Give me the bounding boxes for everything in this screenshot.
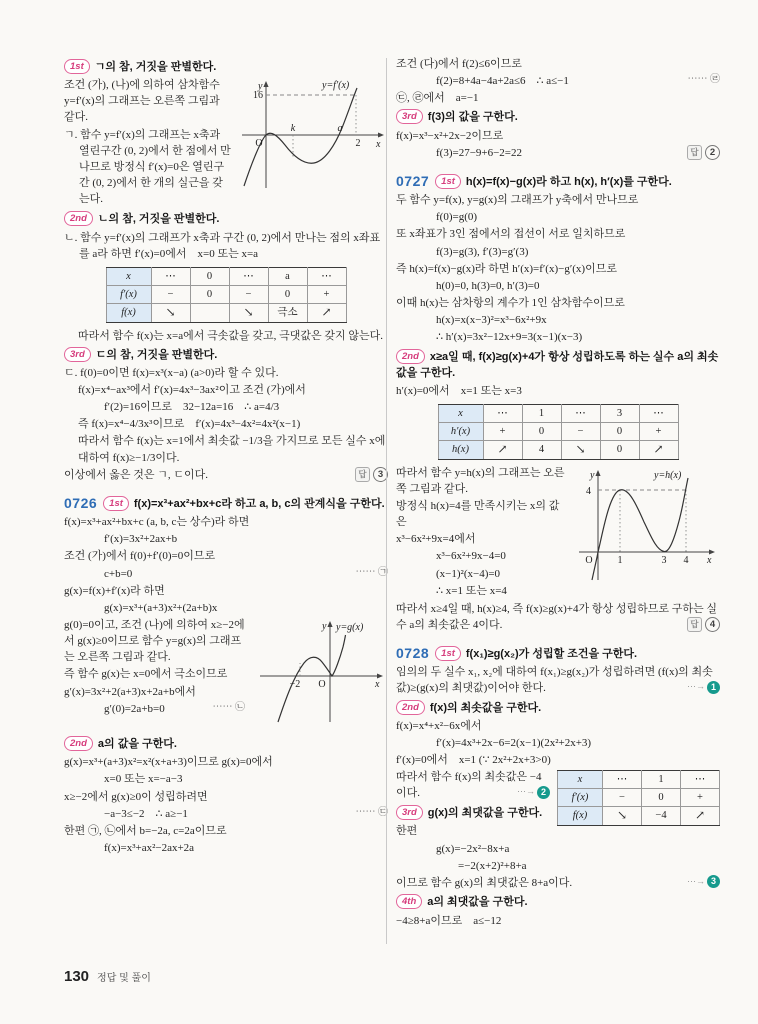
step-title: f(x)의 최솟값을 구한다. [429,701,542,714]
answer-mark [687,145,720,160]
numbered-circle-badge: 2 [537,786,550,799]
table-wrap [396,404,720,460]
graph-f-prime [238,78,388,197]
text: 임의의 두 실수 x₁, x₂에 대하여 f(x₁)≥g(x₂)가 성립하려면 (f(x)의 최솟값)≥(g(x)의 최댓값)이어야 한다. [396,666,713,695]
table-cell [190,303,229,322]
equation: h(0)=0, h(3)=0, h′(3)=0 [436,279,540,292]
equation: f′(x)=4x³+2x−6=2(x−1)(2x²+2x+3) [436,736,592,749]
text-line [396,875,720,891]
text-line [64,467,388,483]
equation-line [64,600,388,616]
table-cell: + [307,285,346,303]
table-cell: + [483,422,522,440]
text: h′(x)=0에서 x=1 또는 x=3 [396,384,522,397]
equation-line [396,73,720,89]
answer-mark [355,467,388,482]
dotted-arrow-icon: ⋯→ [687,876,705,887]
text: x³−6x²+9x=4에서 [396,533,476,546]
table-cell: ⋯ [229,267,268,285]
dotted-arrow-icon: ⋯→ [687,681,705,692]
step-title: ㄴ의 참, 거짓을 판별한다. [97,213,220,226]
dotted-arrow-icon: ⋯→ [517,786,535,797]
table-row-label: h(x) [438,440,483,459]
text-line [64,365,388,381]
equation: g′(0)=2a+b=0 [104,702,165,715]
table-cell: 0 [522,422,561,440]
equation-line [64,399,388,415]
reference-tag: ⋯⋯ ㉢ [355,806,388,818]
step-title: f(3)의 값을 구한다. [427,111,518,124]
equation: ∴ h′(x)=3x²−12x+9=3(x−1)(x−3) [436,331,583,344]
text: g′(x)=3x²+2(a+3)x+2a+b에서 [64,685,196,698]
equation-line [396,329,720,345]
text: 즉 f(x)=x⁴−4/3x³이므로 f′(x)=4x³−4x²=4x²(x−1) [78,418,301,431]
step-result-mark [687,875,720,888]
table-cell: 4 [522,440,561,459]
table-cell: ⋯ [307,267,346,285]
text: 따라서 x≥4일 때, h(x)≥4, 즉 f(x)≥g(x)+4가 항상 성립하므로 구하는 실수 a의 최솟값은 4이다. [396,602,717,631]
table-cell: + [639,422,678,440]
step-badge: 3rd [64,347,91,362]
text: 즉 함수 g(x)는 x=0에서 극소이므로 [64,668,228,681]
problem-header [396,645,720,662]
table-cell: ⋯ [603,771,642,789]
table-cell: ↘ [229,303,268,322]
text: f(x)=x⁴+x²−6x에서 [396,719,482,732]
text-line [64,416,388,432]
table-cell: ↗ [639,440,678,459]
problem-number: 0728 [396,645,430,662]
tick-label: 4 [586,485,591,497]
table-cell: 0 [600,440,639,459]
text-line [396,601,720,633]
text: 이때 h(x)는 삼차항의 계수가 1인 삼차함수이므로 [396,297,625,310]
text: 따라서 함수 f(x)는 x=1에서 최솟값 −1/3을 가지므로 모든 실수 x에 대하여 f(x)≥−1/3이다. [78,435,386,464]
table-row-label: f′(x) [558,789,603,807]
text-line [64,823,388,839]
axis-label: x [375,679,380,690]
figure-paragraph [64,617,388,733]
equation: (x−1)²(x−4)=0 [436,567,501,580]
figure-paragraph [396,465,720,600]
text-line [396,913,720,929]
axis-label: x [707,554,712,566]
text: 즉 h(x)=f(x)−g(x)라 하면 h′(x)=f′(x)−g′(x)이므로 [396,262,617,275]
text: g(x)=f(x)+f′(x)라 하면 [64,584,165,597]
text-line [396,752,720,768]
answer-choice-number: 3 [373,467,388,482]
table-cell: ⋯ [639,404,678,422]
step-title: a의 최댓값을 구한다. [427,896,528,909]
reference-tag: ⋯⋯ ㉠ [355,566,388,578]
table-cell: 0 [600,422,639,440]
axis-label: y [258,81,263,93]
text-line [396,56,720,72]
equation-line [396,858,720,874]
table-row-label: h′(x) [438,422,483,440]
text-line [64,382,388,398]
table-cell: ↗ [681,807,720,826]
step-header [64,59,388,75]
step-title: f(x)=x³+ax²+bx+c라 하고 a, b, c의 관계식을 구한다. [133,497,385,510]
table-cell: 극소 [268,303,307,322]
table-cell: a [268,267,307,285]
equation-line [64,566,388,582]
equation: f′(2)=16이므로 32−12a=16 ∴ a=4/3 [104,401,280,414]
text-line [396,295,720,311]
tick-label: −2 [289,679,301,690]
equation-line [396,841,720,857]
step-title: h(x)=f(x)−g(x)라 하고 h(x), h′(x)를 구한다. [465,175,672,188]
text-line [64,433,388,465]
step-badge: 2nd [64,211,93,226]
equation-line [396,145,720,161]
table-cell: ⋯ [483,404,522,422]
x-axis-arrow [709,549,715,554]
problem-header [64,495,388,512]
curve-label: y=h(x) [654,469,682,481]
equation: ∴ x=1 또는 x=4 [436,584,507,597]
step-title: f(x₁)≥g(x₂)가 성립할 조건을 구한다. [465,648,638,661]
table-cell: ↗ [483,440,522,459]
table-wrap [64,267,388,323]
tick-label: 4 [683,554,689,566]
text-line [396,128,720,144]
step-badge: 1st [435,646,461,661]
step-header [64,736,388,752]
table-row-label: f(x) [106,303,151,322]
curve-label: y=g(x) [336,622,364,633]
equation-line [396,244,720,260]
equation: f′(x)=3x²+2ax+b [104,533,178,546]
text: ㄱ. 함수 y=f′(x)의 그래프는 x축과 열린구간 (0, 2)에서 한 점에서 만나므로 방정식 f′(x)=0은 열린구간 (0, 2)에서 한 개의 실근을 갖는다. [64,128,231,206]
tick-label: 1 [617,554,623,566]
equation: g(x)=−2x²−8x+a [436,842,510,855]
text: 조건 (다)에서 f(2)≤6이므로 [396,58,522,70]
text-line [64,230,388,262]
text: f′(x)=0에서 x=1 (∵ 2x²+2x+3>0) [396,754,551,767]
text: ㉢, ㉣에서 a=−1 [396,92,479,105]
reference-tag: ⋯⋯ ㉡ [212,701,245,713]
origin-label: O [255,138,263,150]
step-badge: 3rd [396,805,423,820]
y-axis-arrow [327,621,332,627]
figure-paragraph [396,769,720,840]
table-cell: − [229,285,268,303]
equation: x³−6x²+9x−4=0 [436,550,506,563]
equation: f(x)=x³+ax²−2ax+2a [104,842,195,855]
table-cell: ⋯ [151,267,190,285]
axis-label: y [322,621,327,632]
table-cell: 3 [600,404,639,422]
x-axis-arrow [377,674,383,679]
text: g(x)=x³+(a+3)x²=x²(x+a+3)이므로 g(x)=0에서 [64,756,273,769]
table-cell: 0 [642,789,681,807]
table-cell: ⋯ [681,771,720,789]
tick-label: a [337,123,343,135]
y-axis-arrow [595,470,600,476]
text: 조건 (가)에서 f(0)+f′(0)=0이므로 [64,550,216,563]
equation: c+b=0 [104,567,133,580]
step-header [64,347,388,363]
axis-label: y [590,469,595,481]
reference-tag: ⋯⋯ ㉣ [687,74,720,86]
column-divider [386,58,387,944]
equation: f(2)=8+4a−4a+2a≤6 ∴ a≤−1 [436,75,569,88]
floating-table [557,770,720,826]
step-title: ㄷ의 참, 거짓을 판별한다. [95,348,218,361]
equation: f(3)=27−9+6−2=22 [436,146,523,159]
text: 따라서 함수 f(x)는 x=a에서 극솟값을 갖고, 극댓값은 갖지 않는다. [78,329,383,342]
step-result-mark [517,785,550,798]
curve [592,478,688,580]
answer-choice-number: 2 [705,145,720,160]
tick-label: 2 [355,138,361,150]
graph-h [572,466,720,589]
answer-box-icon: 답 [355,467,370,482]
origin-label: O [318,679,326,690]
text: −4≥8+a이므로 a≤−12 [396,914,502,927]
variation-table [106,267,347,323]
step-badge: 4th [396,894,422,909]
text: 따라서 함수 y=h(x)의 그래프는 오른쪽 그림과 같다. [396,466,565,495]
step-title: x≥a일 때, f(x)≥g(x)+4가 항상 성립하도록 하는 실수 a의 최솟값을 구한다. [396,350,719,379]
text-line [396,718,720,734]
equation-line [64,840,388,856]
equation-line [396,312,720,328]
page-number: 130 [64,968,90,985]
step-title: ㄱ의 참, 거짓을 판별한다. [94,61,217,73]
table-cell: 0 [190,267,229,285]
table-row-label: x [438,404,483,422]
step-badge: 1st [435,174,461,189]
text-line [64,328,388,344]
text-line [64,583,388,599]
answer-choice-number: 4 [705,617,720,632]
origin-label: O [585,554,593,566]
table-cell: + [681,789,720,807]
table-row-label: x [558,771,603,789]
text-line [396,90,720,106]
table-cell: ↘ [561,440,600,459]
text-line [64,514,388,530]
step-header [396,109,720,125]
text: 이므로 함수 g(x)의 최댓값은 8+a이다. [396,877,573,890]
numbered-circle-badge: 3 [707,875,720,888]
equation: =−2(x+2)²+8+a [458,860,527,873]
text: 이상에서 옳은 것은 ㄱ, ㄷ이다. [64,468,209,481]
step-badge: 2nd [396,700,425,715]
page-footer [64,968,151,985]
text-line [396,192,720,208]
answer-mark [687,617,720,632]
footer-label: 정답 및 풀이 [97,973,151,984]
step-badge: 2nd [64,736,93,751]
y-axis-arrow [263,81,268,87]
text: 두 함수 y=f(x), y=g(x)의 그래프가 y축에서 만나므로 [396,194,639,207]
text-line [64,754,388,770]
answer-box-icon: 답 [687,145,702,160]
curve [244,88,357,186]
equation-line [396,209,720,225]
figure-paragraph [64,77,388,208]
equation-line [64,531,388,547]
table-row-label: f′(x) [106,285,151,303]
equation-line [64,806,388,822]
equation: f(3)=g(3), f′(3)=g′(3) [436,245,529,258]
text: 한편 [396,824,418,837]
table-cell: 1 [522,404,561,422]
table-cell: −4 [642,807,681,826]
table-cell: ↗ [307,303,346,322]
step-title: a의 값을 구한다. [97,738,177,751]
step-badge: 3rd [396,109,423,124]
table-cell: ↘ [151,303,190,322]
curve [278,635,346,722]
equation: x=0 또는 x=−a−3 [104,773,183,786]
step-badge: 1st [103,496,129,511]
problem-number: 0727 [396,172,430,189]
table-cell: 1 [642,771,681,789]
step-header [396,700,720,716]
right-column [396,56,720,930]
text: ㄴ. 함수 y=f′(x)의 그래프가 x축과 구간 (0, 2)에서 만나는 점의 x좌표를 a라 하면 f′(x)=0에서 x=0 또는 x=a [64,231,381,260]
step-title: g(x)의 최댓값을 구한다. [427,806,543,819]
problem-header [396,173,720,190]
equation: h(x)=x(x−3)²=x³−6x²+9x [436,314,547,327]
table-row-label: f(x) [558,807,603,826]
text: f(x)=x⁴−ax³에서 f′(x)=4x³−3ax²이고 조건 (가)에서 [78,383,306,396]
tick-label: k [290,123,296,135]
step-badge: 2nd [396,349,425,364]
answer-box-icon: 답 [687,617,702,632]
step-result-mark [687,680,720,693]
table-cell: − [603,789,642,807]
text: g(0)=0이고, 조건 (나)에 의하여 x≥−2에서 g(x)≥0이므로 함수 y=g(x)의 그래프는 오른쪽 그림과 같다. [64,619,245,664]
text-line [396,261,720,277]
variation-table [557,770,720,826]
equation-line [64,771,388,787]
tick-label: 16 [253,90,263,102]
text-line [64,548,388,564]
graph-g [252,618,388,731]
table-row-label: x [106,267,151,285]
step-header [396,349,720,381]
tick-label: 3 [661,554,667,566]
equation: −a−3≤−2 ∴ a≥−1 [104,807,188,820]
curve-label: y=f′(x) [322,80,350,92]
text: f(x)=x³+ax²+bx+c (a, b, c는 상수)라 하면 [64,516,250,529]
table-cell: 0 [268,285,307,303]
text: ㄷ. f(0)=0이면 f(x)=x³(x−a) (a>0)라 할 수 있다. [64,366,279,379]
equation: g(x)=x³+(a+3)x²+(2a+b)x [104,601,218,614]
text: 또 x좌표가 3인 점에서의 접선이 서로 일치하므로 [396,228,626,241]
equation-line [396,278,720,294]
text-line [396,383,720,399]
text: 방정식 h(x)=4를 만족시키는 x의 값은 [396,499,560,529]
text-line [396,226,720,242]
text: x≥−2에서 g(x)≥0이 성립하려면 [64,790,208,803]
table-cell: − [151,285,190,303]
problem-number: 0726 [64,494,98,511]
table-cell: 0 [190,285,229,303]
table-cell: ⋯ [561,404,600,422]
numbered-circle-badge: 1 [707,681,720,694]
equation: f(0)=g(0) [436,211,478,224]
axis-label: x [376,139,381,151]
variation-table [438,404,679,460]
text: 조건 (가), (나)에 의하여 삼차함수 y=f′(x)의 그래프는 오른쪽 그림과 같다. [64,79,220,124]
text-line [64,789,388,805]
x-axis-arrow [378,133,384,138]
left-column [64,56,388,857]
equation-line [396,735,720,751]
text: 한편 ㉠, ㉡에서 b=−2a, c=2a이므로 [64,824,227,837]
table-cell: − [561,422,600,440]
text: 따라서 함수 f(x)의 최솟값은 −4이다. [396,771,542,800]
text-line [396,664,720,696]
table-cell: ↘ [603,807,642,826]
step-badge: 1st [64,59,90,74]
step-header [64,211,388,227]
text: f(x)=x³−x²+2x−2이므로 [396,129,504,142]
step-header [396,894,720,910]
